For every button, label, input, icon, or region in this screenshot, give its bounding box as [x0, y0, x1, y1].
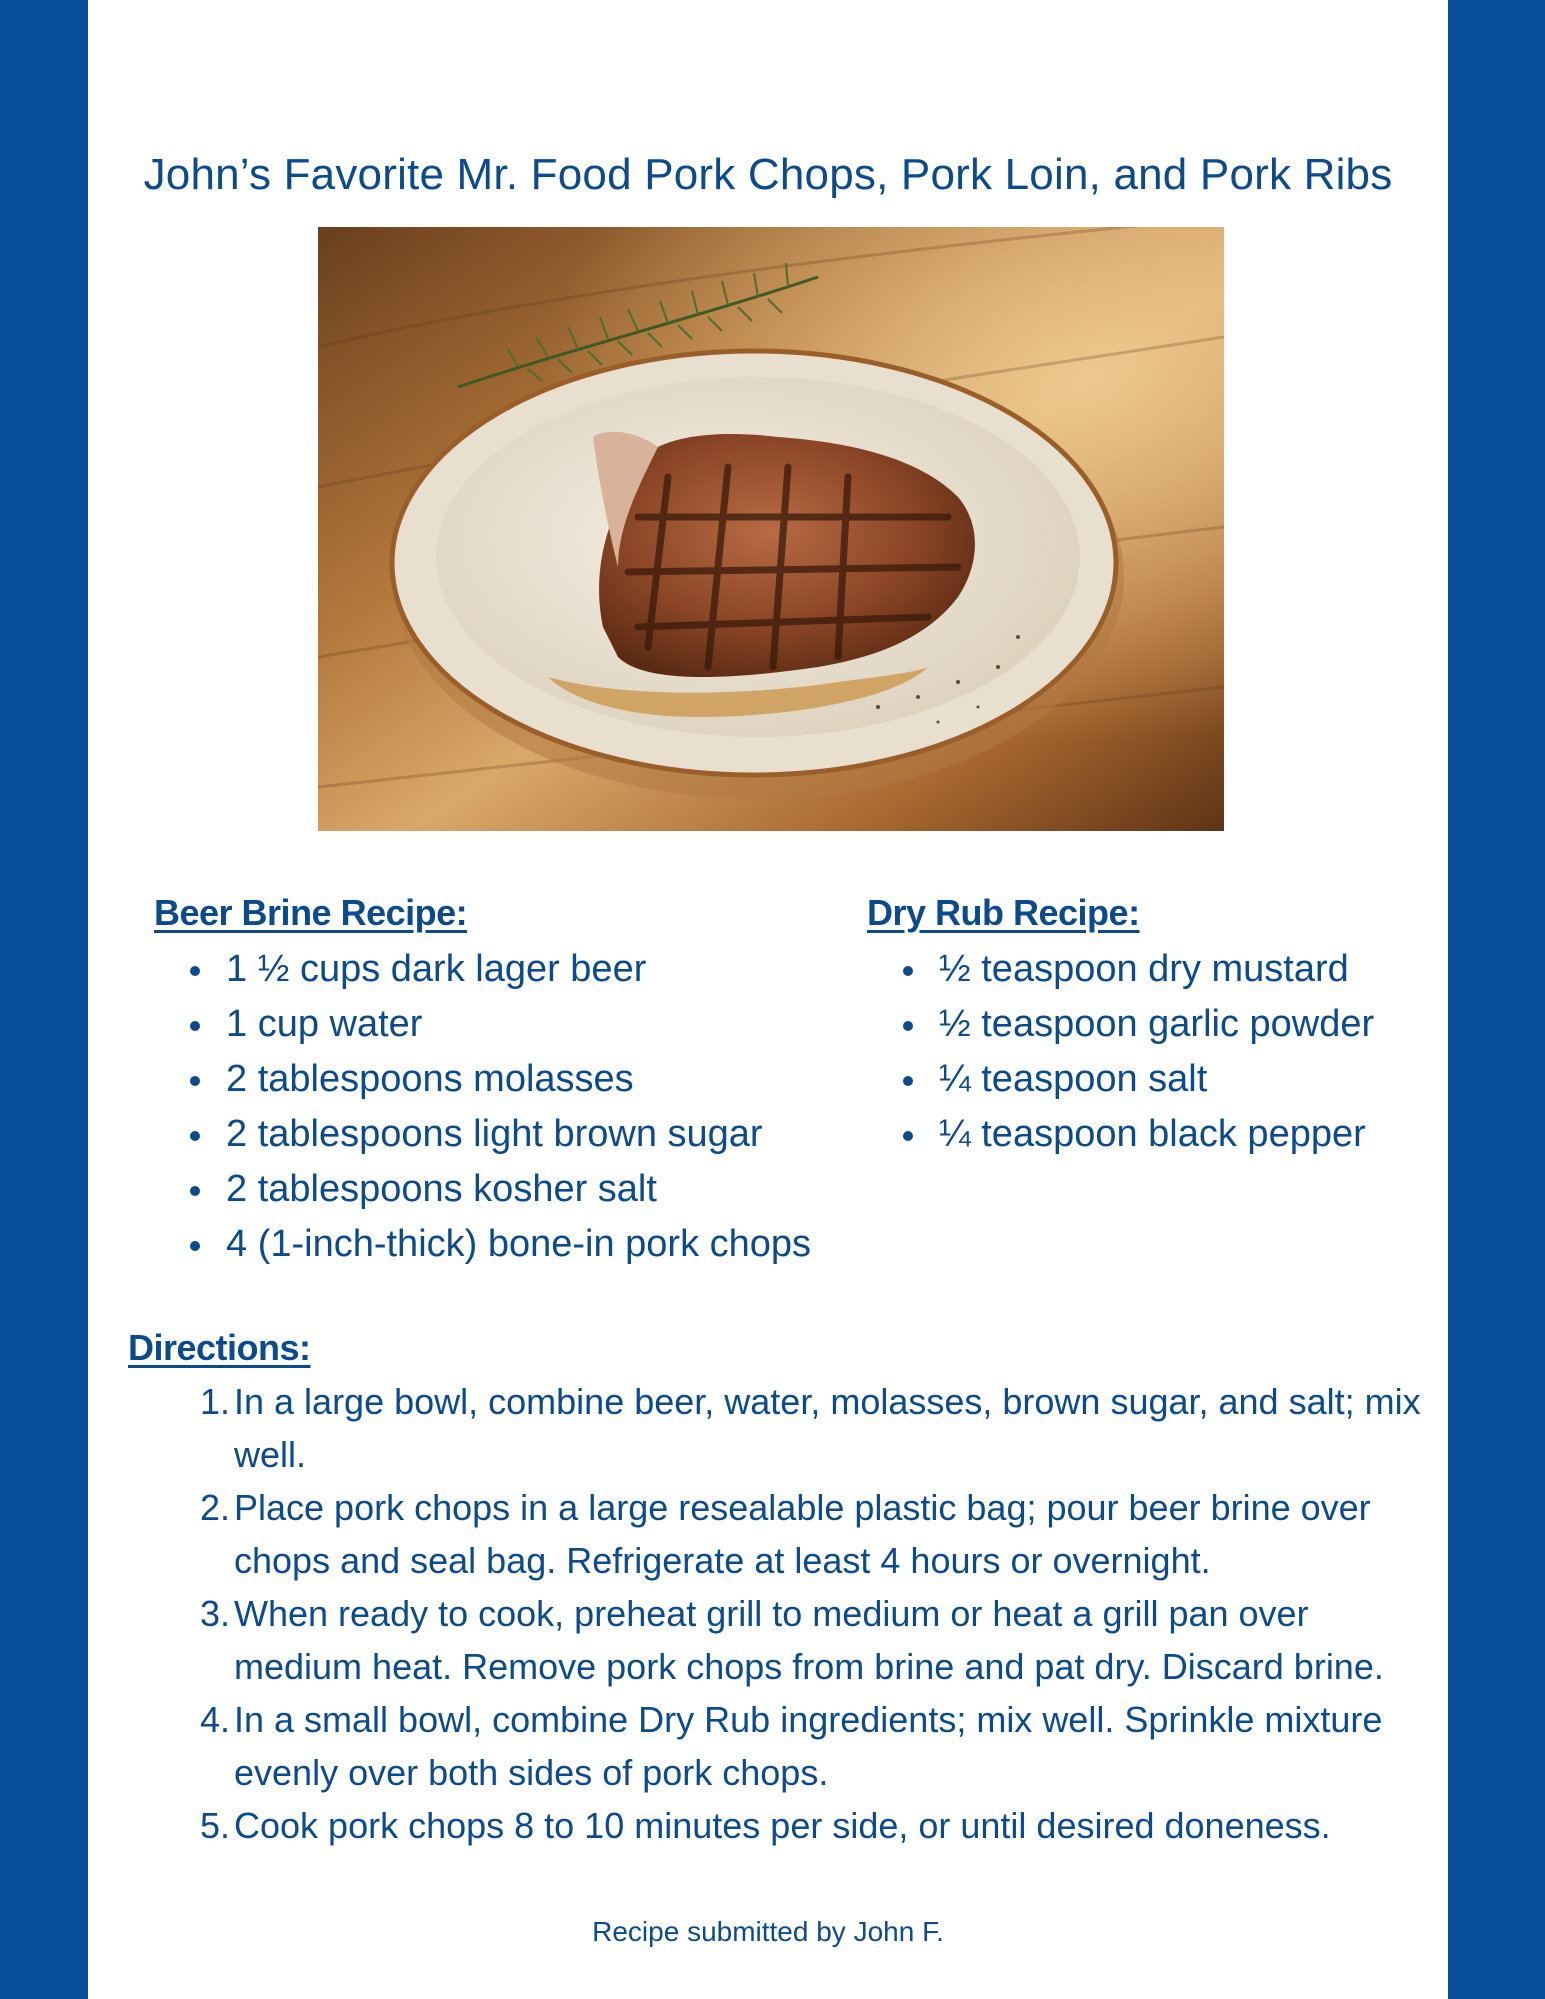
- dry-rub-list: [867, 942, 1427, 1162]
- ingredient-text: 4 (1-inch-thick) bone-in pork chops: [226, 1223, 812, 1265]
- step-text: Place pork chops in a large resealable plastic bag; pour beer brine over chops and seal bag. Refrigerate at least 4 hours or overnight.: [234, 1487, 1371, 1581]
- list-item: [190, 1052, 854, 1107]
- direction-step: [128, 1587, 1428, 1693]
- dry-rub-section: [867, 892, 1427, 1162]
- ingredient-text: ½ teaspoon garlic powder: [939, 1003, 1375, 1045]
- step-number: 1.: [199, 1381, 230, 1422]
- list-item: [903, 1107, 1427, 1162]
- ingredient-text: 2 tablespoons kosher salt: [226, 1168, 657, 1210]
- ingredient-text: 1 cup water: [226, 1003, 423, 1045]
- step-text: In a large bowl, combine beer, water, molasses, brown sugar, and salt; mix well.: [234, 1381, 1421, 1475]
- pork-chop-photo: [318, 227, 1224, 831]
- bullet-icon: [190, 1186, 200, 1196]
- ingredient-text: 2 tablespoons molasses: [226, 1058, 634, 1100]
- bullet-icon: [190, 1076, 200, 1086]
- bullet-icon: [903, 966, 913, 976]
- dry-rub-heading: Dry Rub Recipe:: [867, 892, 1140, 933]
- beer-brine-heading: Beer Brine Recipe:: [154, 892, 468, 933]
- bullet-icon: [903, 1131, 913, 1141]
- list-item: [903, 1052, 1427, 1107]
- ingredient-text: ½ teaspoon dry mustard: [939, 948, 1349, 990]
- step-number: 4.: [199, 1699, 230, 1740]
- bullet-icon: [903, 1076, 913, 1086]
- ingredient-text: 1 ½ cups dark lager beer: [226, 948, 647, 990]
- step-number: 2.: [199, 1487, 230, 1528]
- ingredient-text: ¼ teaspoon black pepper: [939, 1113, 1366, 1155]
- recipe-credit: Recipe submitted by John F.: [592, 1916, 944, 1947]
- direction-step: [128, 1799, 1428, 1852]
- bullet-icon: [190, 1241, 200, 1251]
- beer-brine-list: [154, 942, 854, 1272]
- step-text: In a small bowl, combine Dry Rub ingredients; mix well. Sprinkle mixture evenly over both sides of pork chops.: [234, 1699, 1383, 1793]
- bullet-icon: [190, 1021, 200, 1031]
- beer-brine-section: [154, 892, 854, 1272]
- step-text: Cook pork chops 8 to 10 minutes per side, or until desired doneness.: [234, 1805, 1331, 1846]
- list-item: [190, 1217, 854, 1272]
- list-item: [190, 942, 854, 997]
- list-item: [190, 997, 854, 1052]
- direction-step: [128, 1693, 1428, 1799]
- ingredient-text: ¼ teaspoon salt: [939, 1058, 1208, 1100]
- list-item: [903, 942, 1427, 997]
- directions-heading: Directions:: [128, 1327, 311, 1368]
- step-number: 5.: [199, 1805, 230, 1846]
- list-item: [903, 997, 1427, 1052]
- list-item: [190, 1107, 854, 1162]
- direction-step: [128, 1481, 1428, 1587]
- directions-section: [128, 1327, 1428, 1852]
- step-number: 3.: [199, 1593, 230, 1634]
- bullet-icon: [903, 1021, 913, 1031]
- bullet-icon: [190, 966, 200, 976]
- list-item: [190, 1162, 854, 1217]
- directions-list: [128, 1375, 1428, 1852]
- page-title: John’s Favorite Mr. Food Pork Chops, Pork Loin, and Pork Ribs: [143, 150, 1393, 199]
- step-text: When ready to cook, preheat grill to medium or heat a grill pan over medium heat. Remove pork chops from brine and pat dry. Discard brine.: [234, 1593, 1384, 1687]
- ingredient-text: 2 tablespoons light brown sugar: [226, 1113, 763, 1155]
- direction-step: [128, 1375, 1428, 1481]
- bullet-icon: [190, 1131, 200, 1141]
- recipe-page: [88, 0, 1448, 1999]
